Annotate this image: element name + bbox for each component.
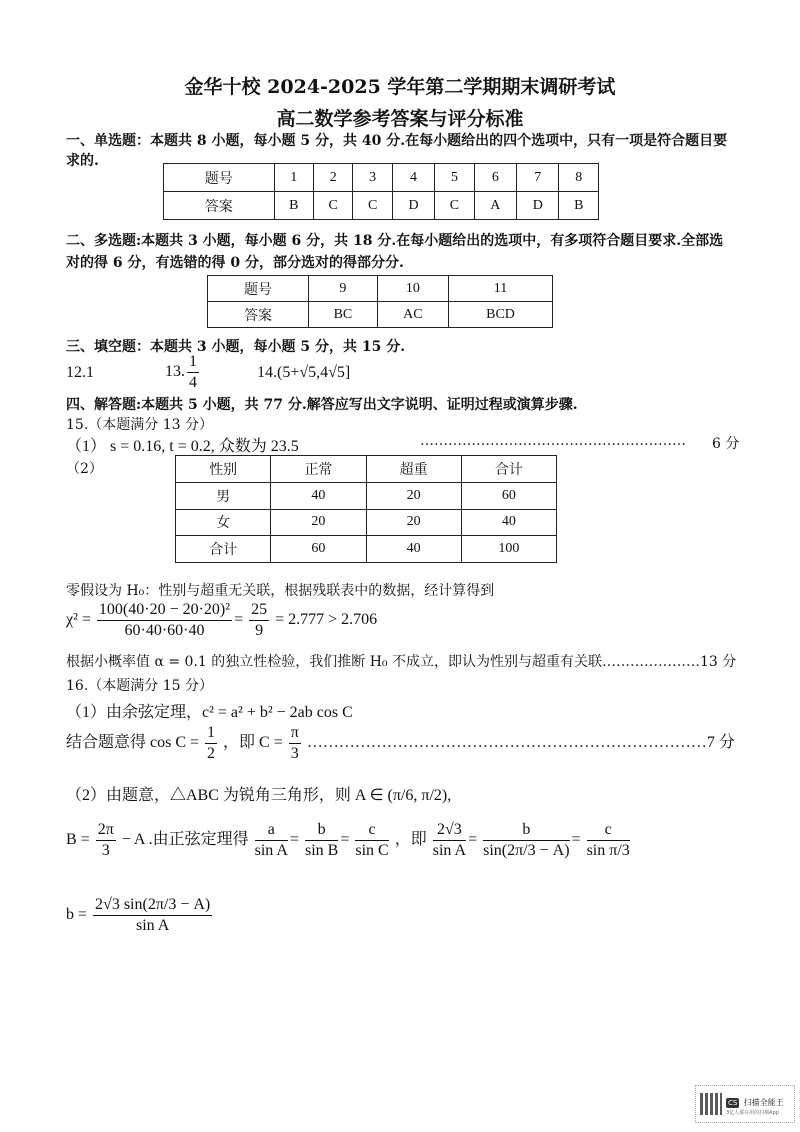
q16-title: 16.（本题满分 15 分） bbox=[66, 678, 213, 694]
table-cell: 60 bbox=[461, 482, 556, 509]
denominator: 2 bbox=[207, 745, 216, 762]
q15-conclusion bbox=[66, 651, 736, 671]
answer-13-prefix: 13. bbox=[165, 363, 185, 381]
table-cell: C bbox=[435, 192, 474, 220]
answer-13 bbox=[165, 352, 201, 393]
table-row bbox=[208, 302, 553, 328]
table-cell: D bbox=[517, 192, 559, 220]
table-cell: 答案 bbox=[208, 302, 309, 328]
table-cell: 7 bbox=[517, 164, 559, 192]
section2-heading-cont: 对的得 6 分，有选错的得 0 分，部分选对的得部分分. bbox=[66, 255, 404, 271]
table-cell: BCD bbox=[449, 302, 553, 328]
numerator: 100(40·20 − 20·20)² bbox=[97, 600, 232, 621]
table-cell: C bbox=[313, 192, 352, 220]
table-cell: 2 bbox=[313, 164, 352, 192]
table-row bbox=[176, 456, 557, 483]
qr-code-icon bbox=[700, 1093, 722, 1115]
numerator: 25 bbox=[249, 600, 269, 621]
denominator: 9 bbox=[255, 622, 264, 639]
q15-hypothesis: 零假设为 H₀：性别与超重无关联，根据残联表中的数据，经计算得到 bbox=[66, 583, 495, 599]
table-header: 超重 bbox=[366, 456, 461, 483]
camscanner-logo-icon: CS bbox=[728, 1098, 738, 1107]
text: ，即 bbox=[394, 831, 427, 849]
denominator: sin A bbox=[135, 917, 170, 934]
numerator: 1 bbox=[187, 352, 199, 373]
text: , bbox=[447, 787, 452, 804]
score-leader: ………………… bbox=[601, 654, 700, 670]
table-cell: A bbox=[474, 192, 516, 220]
interval: (π/6, π/2) bbox=[387, 787, 448, 804]
table-row bbox=[208, 276, 553, 302]
answer-12: 12.1 bbox=[66, 364, 94, 381]
text: − A .由正弦定理得 bbox=[121, 831, 249, 849]
text: B = bbox=[66, 831, 90, 849]
table-cell: 40 bbox=[366, 536, 461, 563]
table-cell: BC bbox=[309, 302, 378, 328]
denominator: 3 bbox=[101, 842, 110, 859]
section4-heading: 四、解答题:本题共 5 小题，共 77 分.解答应写出文字说明、证明过程或演算步骤. bbox=[66, 397, 578, 413]
table-cell: 4 bbox=[392, 164, 434, 192]
table-cell: C bbox=[353, 192, 392, 220]
table-cell: D bbox=[392, 192, 434, 220]
table-row bbox=[164, 192, 599, 220]
numerator: π bbox=[289, 723, 301, 744]
table-cell: 题号 bbox=[208, 276, 309, 302]
table-header: 合计 bbox=[461, 456, 556, 483]
score-leader: ………………………………………………… bbox=[420, 433, 686, 449]
numerator: 2π bbox=[96, 820, 116, 841]
table-cell: 9 bbox=[309, 276, 378, 302]
scanner-watermark bbox=[695, 1085, 795, 1123]
answer-14: 14.(5+√5,4√5] bbox=[257, 364, 351, 381]
table-row bbox=[164, 164, 599, 192]
denominator: 4 bbox=[189, 374, 197, 391]
q16-part1-result bbox=[66, 723, 735, 764]
q16-part1: （1）由余弦定理，c² = a² + b² − 2ab cos C bbox=[66, 704, 353, 721]
table-cell: 10 bbox=[377, 276, 448, 302]
q15-part2-label: （2） bbox=[66, 461, 103, 477]
table-header: 性别 bbox=[176, 456, 271, 483]
table-cell: 11 bbox=[449, 276, 553, 302]
doc-title: 金华十校 2024-2025 学年第二学期期末调研考试 bbox=[184, 76, 616, 98]
table-cell: AC bbox=[377, 302, 448, 328]
chi-square-formula: χ² = $\frac{\text{100(40·20 − 20·20)²}}{60\cdot 40\cdot 60\cdot 40}$ = $\frac{25}{9}$ = 2.777 > 2.706 bbox=[66, 601, 378, 639]
brand-name: 扫描全能王 bbox=[743, 1097, 784, 1107]
table-cell: 答案 bbox=[164, 192, 275, 220]
table-cell: 题号 bbox=[164, 164, 275, 192]
table-row bbox=[176, 482, 557, 509]
table-row bbox=[176, 509, 557, 536]
table-cell: 100 bbox=[461, 536, 556, 563]
table-cell: 20 bbox=[366, 482, 461, 509]
numerator: b bbox=[483, 820, 569, 841]
numerator: 2√3 sin(2π/3 − A) bbox=[93, 895, 212, 916]
table-cell: B bbox=[274, 192, 313, 220]
chi-lhs: χ² = bbox=[66, 611, 91, 629]
table-cell: 8 bbox=[559, 164, 599, 192]
table-header: 正常 bbox=[271, 456, 366, 483]
conclusion-text: 根据小概率值 α = 0.1 的独立性检验，我们推断 H₀ 不成立，即认为性别与超重有关联 bbox=[66, 654, 602, 670]
table-cell: B bbox=[559, 192, 599, 220]
table-cell: 6 bbox=[474, 164, 516, 192]
denominator: sin C bbox=[355, 842, 389, 859]
section1-heading-cont: 求的. bbox=[66, 153, 99, 169]
text: b = bbox=[66, 906, 88, 924]
text: ，即 C = bbox=[223, 734, 283, 752]
denominator: sin A bbox=[254, 842, 288, 859]
numerator: 2√3 bbox=[433, 820, 466, 841]
table-cell: 20 bbox=[271, 509, 366, 536]
numerator: b bbox=[305, 820, 338, 841]
table-cell: 40 bbox=[461, 509, 556, 536]
numerator: c bbox=[355, 820, 388, 841]
brand-slogan: 3亿人都在用的扫描App bbox=[726, 1109, 779, 1116]
numerator: c bbox=[587, 820, 630, 841]
text: （2）由题意，△ABC 为锐角三角形，则 A ∈ bbox=[66, 787, 384, 804]
single-choice-table bbox=[163, 163, 599, 220]
q16-part1-score: 7 分 bbox=[706, 734, 735, 752]
q16-part2 bbox=[66, 782, 451, 805]
section1-heading: 一、单选题：本题共 8 小题，每小题 5 分，共 40 分.在每小题给出的四个选项中，只有一项是符合题目要 bbox=[66, 133, 728, 149]
table-row bbox=[176, 536, 557, 563]
table-cell: 合计 bbox=[176, 536, 271, 563]
table-cell: 5 bbox=[435, 164, 474, 192]
table-cell: 60 bbox=[271, 536, 366, 563]
contingency-table bbox=[175, 455, 557, 563]
denominator: 60·40·60·40 bbox=[124, 622, 205, 639]
denominator: sin(2π/3 − A) bbox=[483, 842, 570, 859]
multi-choice-table bbox=[207, 275, 553, 328]
section2-heading: 二、多选题:本题共 3 小题，每小题 6 分，共 18 分.在每小题给出的选项中，有多项符合题目要求.全部选 bbox=[66, 233, 724, 249]
chi-rhs: = 2.777 > 2.706 bbox=[275, 611, 378, 629]
q15-conclusion-score: 13 分 bbox=[699, 654, 737, 670]
denominator: 3 bbox=[290, 745, 299, 762]
denominator: sin A bbox=[432, 842, 467, 859]
table-cell: 3 bbox=[353, 164, 392, 192]
denominator: sin B bbox=[304, 842, 339, 859]
table-cell: 女 bbox=[176, 509, 271, 536]
score-leader: ………………………………………………………………… bbox=[306, 734, 707, 752]
denominator: sin π/3 bbox=[586, 842, 630, 859]
table-cell: 20 bbox=[366, 509, 461, 536]
table-cell: 1 bbox=[274, 164, 313, 192]
numerator: a bbox=[255, 820, 288, 841]
law-of-sines-line: B = $\frac{2\pi}{3}$ − A .由正弦定理得 $\frac{a}{\text{sin A}}$ = $\frac{b}{\text{sin B}}$ = $\frac{c}{\text{sin C}}$ ，即 $\frac{2√3}{\text{sin A}}$ = $\frac{b}{\sin(2\pi/3 - A)}$ = $\frac{c}{\text{sin π/3}}$ bbox=[66, 821, 630, 859]
numerator: 1 bbox=[205, 723, 217, 744]
b-expression bbox=[66, 895, 214, 936]
q15-title: 15.（本题满分 13 分） bbox=[66, 417, 213, 433]
table-cell: 男 bbox=[176, 482, 271, 509]
doc-subtitle: 高二数学参考答案与评分标准 bbox=[276, 108, 524, 130]
table-cell: 40 bbox=[271, 482, 366, 509]
text: 结合题意得 cos C = bbox=[66, 734, 200, 752]
q15-part1-score: 6 分 bbox=[712, 436, 740, 452]
q15-part1: （1） s = 0.16, t = 0.2, 众数为 23.5 bbox=[66, 438, 299, 455]
section3-heading: 三、填空题：本题共 3 小题，每小题 5 分，共 15 分. bbox=[66, 339, 406, 355]
